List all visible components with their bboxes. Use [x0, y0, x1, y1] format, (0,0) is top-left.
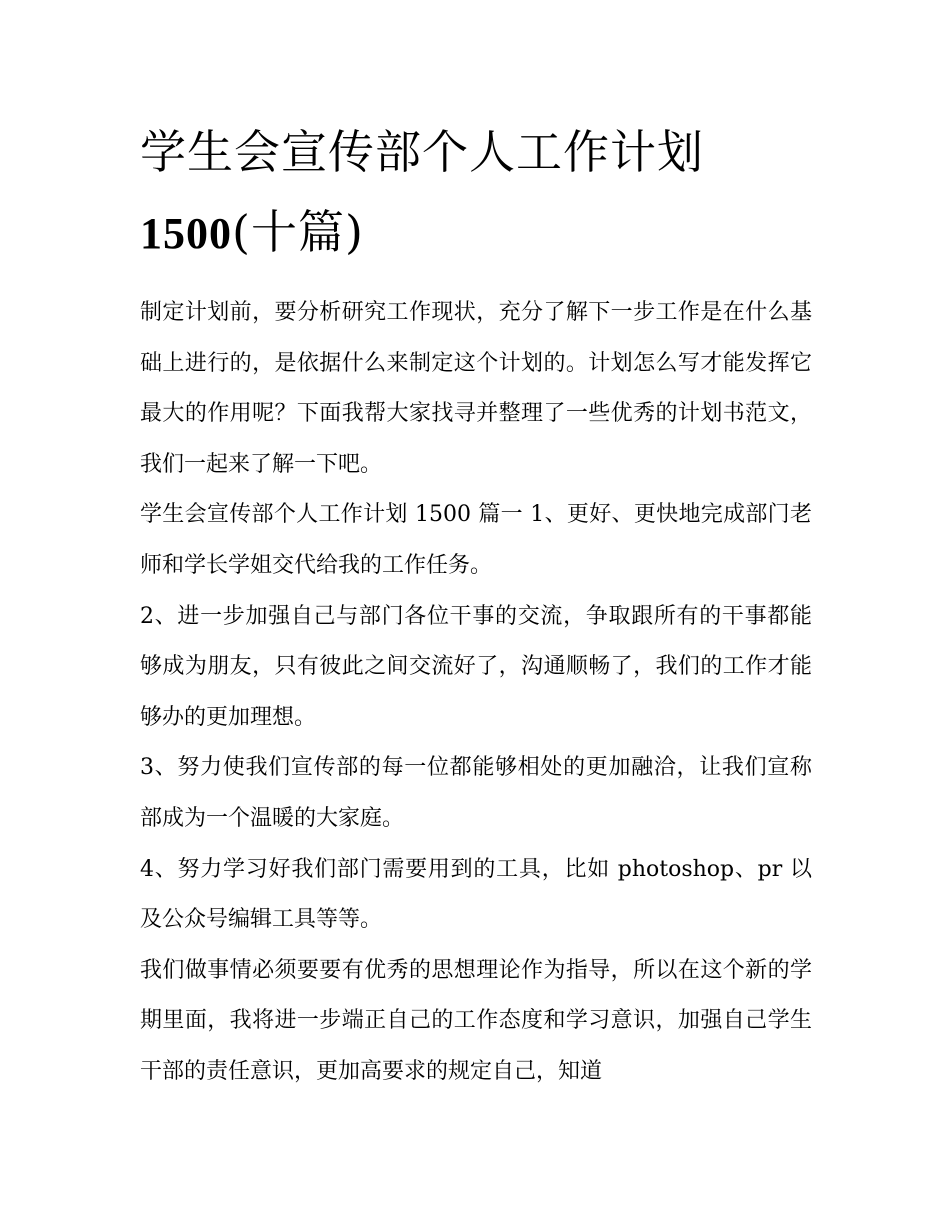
document-page: [140, 112, 812, 1098]
paragraph-item-4: 4、努力学习好我们部门需要用到的工具，比如 photoshop、pr 以及公众号编辑工具等等。: [140, 856, 812, 933]
title-line-1: 学生会宣传部个人工作计划: [140, 125, 704, 179]
document-body: [140, 288, 812, 1098]
paragraph-item-1: 学生会宣传部个人工作计划 1500 篇一 1、更好、更快地完成部门老师和学长学姐交代给我的工作任务。: [140, 502, 812, 578]
document-title: [140, 112, 812, 274]
title-line-2: [140, 192, 812, 274]
title-number: 1500: [140, 209, 232, 258]
paragraph-item-3: 3、努力使我们宣传部的每一位都能够相处的更加融洽，让我们宣称部成为一个温暖的大家庭。: [140, 755, 812, 831]
title-suffix: (十篇): [232, 205, 364, 259]
paragraph-intro: 制定计划前，要分析研究工作现状，充分了解下一步工作是在什么基础上进行的，是依据什么来制定这个计划的。计划怎么写才能发挥它最大的作用呢？下面我帮大家找寻并整理了一些优秀的计划书范文，我们一起来了解一下吧。: [140, 300, 812, 477]
paragraph-closing: 我们做事情必须要要有优秀的思想理论作为指导，所以在这个新的学期里面，我将进一步端正自己的工作态度和学习意识，加强自己学生干部的责任意识，更加高要求的规定自己，知道: [140, 957, 812, 1084]
paragraph-item-2: 2、进一步加强自己与部门各位干事的交流，争取跟所有的干事都能够成为朋友，只有彼此之间交流好了，沟通顺畅了，我们的工作才能够办的更加理想。: [140, 603, 812, 730]
